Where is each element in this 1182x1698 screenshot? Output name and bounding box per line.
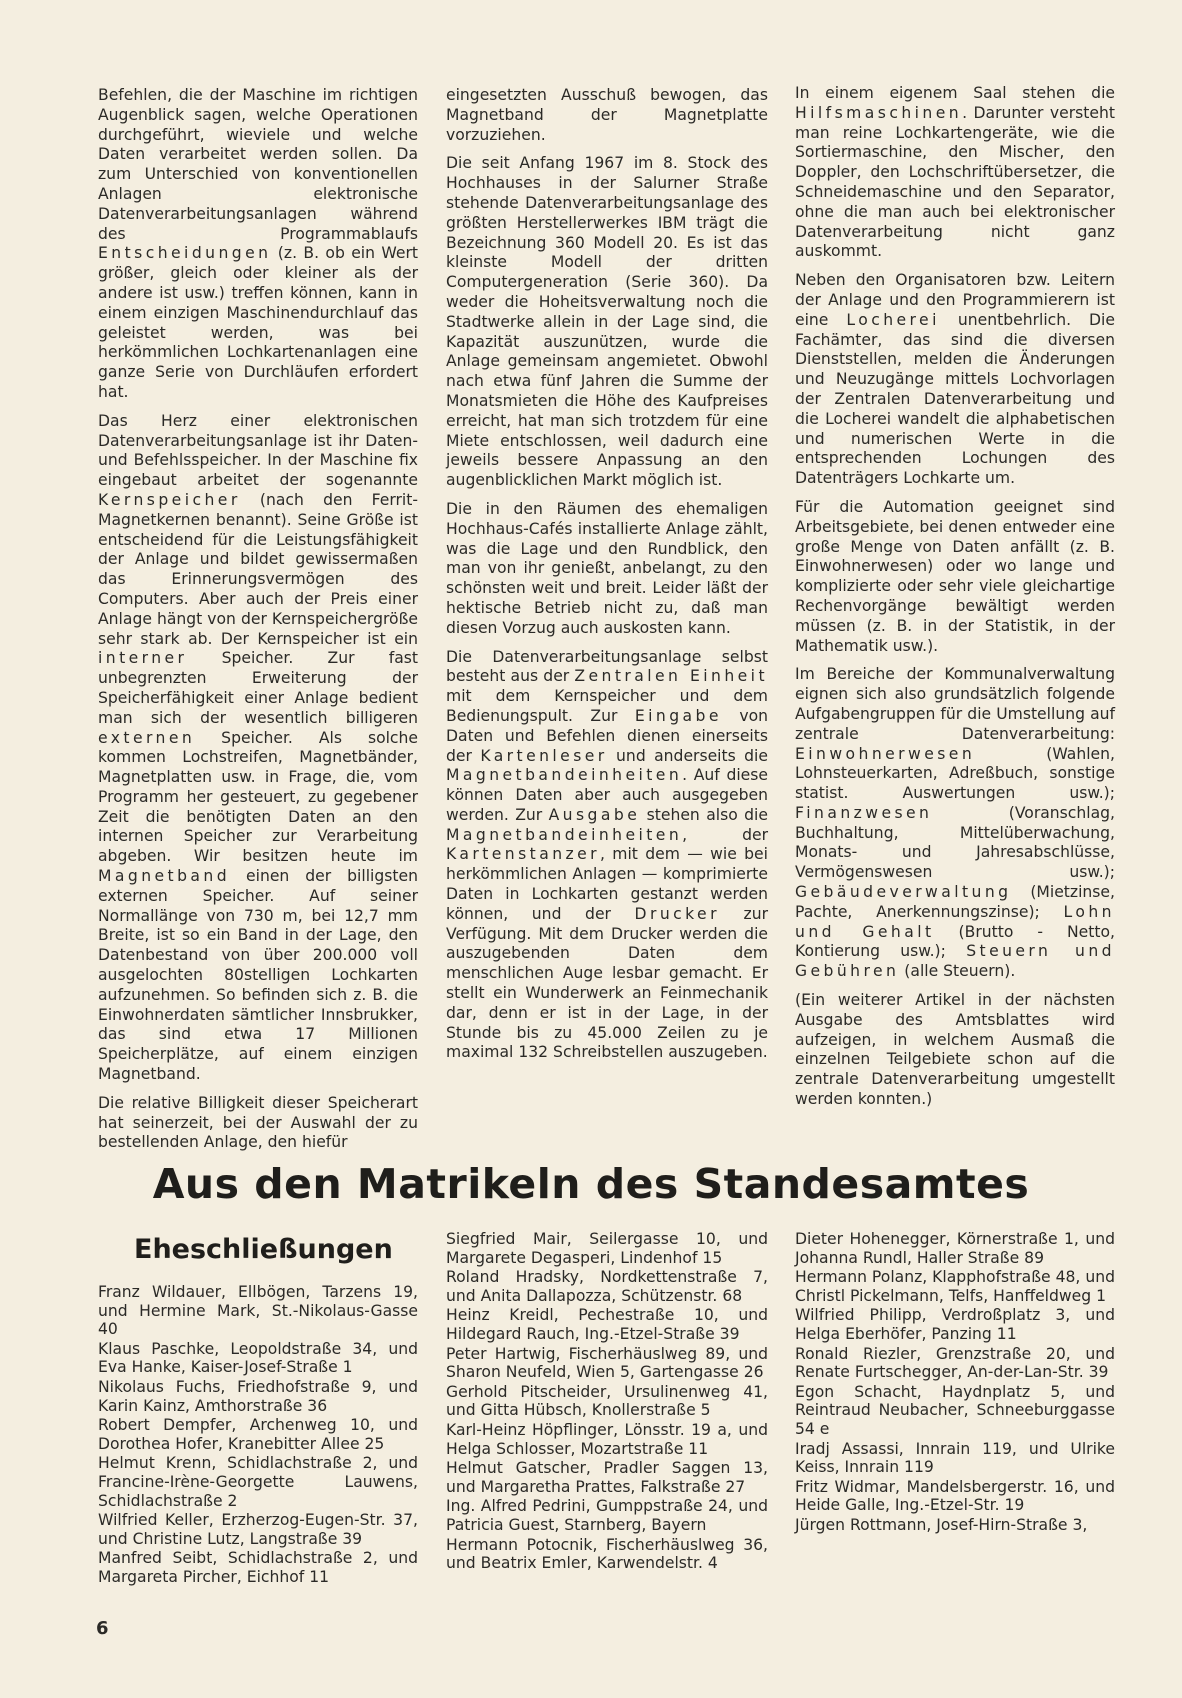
emphasized-term: Zentralen Einheit <box>574 667 768 686</box>
emphasized-term: Steuern und Gebühren <box>795 942 1115 981</box>
section-heading: Aus den Matrikeln des Standesamtes <box>152 1160 1030 1208</box>
emphasized-term: interner <box>98 649 188 668</box>
marriage-list-column-3 <box>795 1230 1115 1536</box>
paragraph-text: Die in den Räumen des ehemaligen Hochhaus-Cafés installierte Anlage zählt, was die Lage und den Rundblick, den man von ihr genießt, anbelangt, zu den schönsten weit und breit. Leider läßt der hektische Betrieb nicht zu, daß man diesen Vorzug auch auskosten kann. <box>446 499 768 637</box>
emphasized-term: Lohn und Gehalt <box>795 902 1115 941</box>
paragraph-text: (Brutto - Netto, Kontierung usw.); <box>795 922 1115 961</box>
emphasized-term: Entscheidungen <box>98 244 272 263</box>
emphasized-term: Kernspeicher <box>98 490 241 509</box>
paragraph-text: . Auf diese können Daten aber auch ausgegeben werden. Zur <box>446 766 768 824</box>
marriage-entry: Heinz Kreidl, Pechestraße 10, und Hildegard Rauch, Ing.-Etzel-Straße 39 <box>446 1306 768 1343</box>
emphasized-term: Magnetband <box>98 867 231 886</box>
article-column-2 <box>446 86 768 1072</box>
emphasized-term: Drucker <box>634 904 720 923</box>
paragraph-text: Neben den Organisatoren bzw. Leitern der Anlage und den Programmierern ist eine <box>795 271 1115 329</box>
paragraph-text: von Daten und Befehlen dienen einerseits der <box>446 706 768 765</box>
paragraph-text: (z. B. ob ein Wert größer, gleich oder kleiner als der andere ist usw.) treffen können, kann in einem einzigen Maschinendurchlauf das geleistet werden, was bei herkömmlichen Lochkartenanlagen eine ganze Serie von Durchläufen erfordert hat. <box>98 244 418 401</box>
marriage-entry: Roland Hradsky, Nordkettenstraße 7, und Anita Dallapozza, Schützenstr. 68 <box>446 1268 768 1305</box>
emphasized-term: Locherei <box>846 310 940 329</box>
paragraph-text: Die Datenverarbeitungsanlage selbst besteht aus der <box>446 647 768 686</box>
article-paragraph <box>446 86 768 145</box>
article-paragraph <box>795 991 1115 1110</box>
paragraph-text: Im Bereiche der Kommunalverwaltung eignen sich also grundsätzlich folgende Aufgabengruppen für die Umstellung auf zentrale Datenverarbeitung: <box>795 665 1115 743</box>
emphasized-term: Gebäudeverwaltung <box>795 883 1012 902</box>
emphasized-term: Magnetbandeinheiten <box>446 825 683 844</box>
paragraph-text: , der <box>682 825 768 844</box>
paragraph-text: Die seit Anfang 1967 im 8. Stock des Hochhauses in der Salurner Straße stehende Datenverarbeitungsanlage des größten Herstellerwerkes IBM trägt die Bezeichnung 360 Modell 20. Es ist das kleinste Modell der dritten Computergeneration (Serie 360). Da weder die Hoheitsverwaltung noch die Stadtwerke allein in der Lage sind, die Kapazität auszunützen, wurde die Anlage gemeinsam angemietet. Obwohl nach etwa fünf Jahren die Summe der Monatsmieten die Höhe des Kaufpreises erreicht, hat man sich trotzdem für eine Miete entschlossen, weil dadurch eine jeweils bessere Anpassung an den augenblicklichen Markt möglich ist. <box>446 154 768 490</box>
article-paragraph <box>795 84 1115 262</box>
emphasized-term: Einwohnerwesen <box>795 744 976 763</box>
marriage-entry: Iradj Assassi, Innrain 119, und Ulrike Keiss, Innrain 119 <box>795 1439 1115 1477</box>
article-paragraph <box>446 500 768 639</box>
marriage-entry: Fritz Widmar, Mandelsbergerstr. 16, und Heide Galle, Ing.-Etzel-Str. 19 <box>795 1477 1115 1515</box>
marriage-entry: Helmut Krenn, Schidlachstraße 2, und Francine-Irène-Georgette Lauwens, Schidlachstraße 2 <box>98 1454 418 1510</box>
paragraph-text: stehen also die <box>640 805 768 824</box>
paragraph-text: (Ein weiterer Artikel in der nächsten Ausgabe des Amtsblattes wird aufzeigen, in welchem Ausmaß die einzelnen Teilgebiete schon auf die zentrale Datenverarbeitung umgestellt werden konnten.) <box>795 991 1115 1109</box>
article-paragraph <box>446 154 768 491</box>
paragraph-text: Befehlen, die der Maschine im richtigen Augenblick sagen, welche Operationen durchgeführt, wieviele und welche Daten verarbeitet werden sollen. Da zum Unterschied von konventionellen Anlagen elektronische Datenverarbeitungsanlagen während des Programmablaufs <box>98 86 418 243</box>
marriage-entry: Hermann Polanz, Klapphofstraße 48, und Christl Pickelmann, Telfs, Hanffeldweg 1 <box>795 1268 1116 1305</box>
emphasized-term: Magnetbandeinheiten <box>446 766 683 785</box>
paragraph-text: (nach den Ferrit-Magnetkernen benannt). Seine Größe ist entscheidend für die Leistungsfähigkeit der Anlage und bildet gewissermaßen das Erinnerungsvermögen des Computers. Aber auch der Preis einer Anlage hängt von der Kernspeichergröße sehr stark ab. Der Kernspeicher ist ein <box>98 490 418 648</box>
emphasized-term: Kartenstanzer <box>446 845 600 864</box>
marriage-entry: Gerhold Pitscheider, Ursulinenweg 41, und Gitta Hübsch, Knollerstraße 5 <box>446 1382 768 1420</box>
marriage-entry: Peter Hartwig, Fischerhäuslweg 89, und Sharon Neufeld, Wien 5, Gartengasse 26 <box>446 1344 768 1382</box>
article-paragraph <box>98 86 418 403</box>
paragraph-text: (Wahlen, Lohnsteuerkarten, Adreßbuch, sonstige statist. Auswertungen usw.); <box>795 744 1115 803</box>
article-column-1 <box>98 86 418 1162</box>
paragraph-text: (Mietzinse, Pachte, Anerkennungszinse); <box>795 883 1115 921</box>
marriage-entry: Ing. Alfred Pedrini, Gumppstraße 24, und Patricia Guest, Starnberg, Bayern <box>446 1497 768 1534</box>
marriage-entry: Siegfried Mair, Seilergasse 10, und Margarete Degasperi, Lindenhof 15 <box>446 1230 768 1267</box>
paragraph-text: In einem eigenem Saal stehen die <box>795 84 1115 102</box>
paragraph-text: , mit dem — wie bei herkömmlichen Anlagen — komprimierte Daten in Lochkarten gestanzt werden können, und der <box>446 845 768 923</box>
marriage-entry: Jürgen Rottmann, Josef-Hirn-Straße 3, <box>795 1515 1088 1534</box>
marriage-entry: Franz Wildauer, Ellbögen, Tarzens 19, und Hermine Mark, St.-Nikolaus-Gasse 40 <box>98 1283 418 1339</box>
marriage-entry: Wilfried Keller, Erzherzog-Eugen-Str. 37, und Christine Lutz, Langstraße 39 <box>98 1511 418 1548</box>
marriage-entry: Manfred Seibt, Schidlachstraße 2, und Margareta Pircher, Eichhof 11 <box>98 1549 418 1586</box>
marriage-entry: Helmut Gatscher, Pradler Saggen 13, und Margaretha Prattes, Falkstraße 27 <box>446 1459 768 1496</box>
article-column-3 <box>795 84 1115 1119</box>
marriage-entry: Nikolaus Fuchs, Friedhofstraße 9, und Karin Kainz, Amthorstraße 36 <box>98 1377 418 1415</box>
paragraph-text: (Voranschlag, Buchhaltung, Mittelüberwachung, Monats- und Jahresabschlüsse, Vermögenswesen usw.); <box>795 803 1115 882</box>
emphasized-term: Hilfsmaschinen <box>795 103 963 122</box>
emphasized-term: Eingabe <box>634 706 722 725</box>
article-paragraph <box>98 1094 418 1153</box>
marriage-list-column-1 <box>98 1283 418 1588</box>
marriage-entry: Wilfried Philipp, Verdroßplatz 3, und Helga Eberhöfer, Panzing 11 <box>795 1306 1115 1343</box>
paragraph-text: Speicher. Als solche kommen Lochstreifen, Magnetbänder, Magnetplatten usw. in Frage, die, vom Programm her gesteuert, zu gegebener Zeit die benötigten Daten an den internen Speicher zur Verarbeitung abgeben. Wir besitzen heute im <box>98 728 418 866</box>
article-paragraph <box>795 271 1115 489</box>
marriage-entry: Ronald Riezler, Grenzstraße 20, und Renate Furtschegger, An-der-Lan-Str. 39 <box>795 1344 1115 1382</box>
article-paragraph <box>795 498 1115 656</box>
marriage-entry: Dieter Hohenegger, Körnerstraße 1, und Johanna Rundl, Haller Straße 89 <box>795 1230 1115 1267</box>
article-paragraph <box>446 648 768 1064</box>
section-subheading: Eheschließungen <box>134 1234 393 1265</box>
marriage-entry: Hermann Potocnik, Fischerhäuslweg 36, und Beatrix Emler, Karwendelstr. 4 <box>446 1535 768 1573</box>
marriage-entry: Egon Schacht, Haydnplatz 5, und Reintraud Neubacher, Schneeburggasse 54 e <box>795 1382 1115 1438</box>
emphasized-term: Ausgabe <box>548 805 641 824</box>
paragraph-text: Für die Automation geeignet sind Arbeitsgebiete, bei denen entweder eine große Menge von Daten anfällt (z. B. Einwohnerwesen) oder wo lange und komplizierte oder sehr viele gleichartige Rechenvorgänge bewältigt werden müssen (z. B. in der Statistik, in der Mathematik usw.). <box>795 497 1115 655</box>
paragraph-text: Das Herz einer elektronischen Datenverarbeitungsanlage ist ihr Daten- und Befehlsspeicher. In der Maschine fix eingebaut arbeitet der sogenannte <box>98 411 418 490</box>
marriage-list-column-2 <box>446 1230 768 1574</box>
paragraph-text: zur Verfügung. Mit dem Drucker werden die auszugebenden Daten dem menschlichen Auge lesbar gemacht. Er stellt ein Wunderwerk an Feinmechanik dar, denn er ist in der Lage, in der Stunde bis zu 45.000 Zeilen zu je maximal 132 Schreibstellen auszugeben. <box>446 904 769 1062</box>
article-paragraph <box>795 665 1115 982</box>
emphasized-term: externen <box>98 728 196 747</box>
emphasized-term: Kartenleser <box>480 746 608 765</box>
page-number: 6 <box>96 1618 109 1639</box>
paragraph-text: und anderseits die <box>607 746 768 765</box>
marriage-entry: Klaus Paschke, Leopoldstraße 34, und Eva Hanke, Kaiser-Josef-Straße 1 <box>98 1339 418 1377</box>
paragraph-text: mit dem Kernspeicher und dem Bedienungspult. Zur <box>446 687 768 725</box>
paragraph-text: (alle Steuern). <box>899 962 1016 981</box>
marriage-entry: Karl-Heinz Höpflinger, Lönsstr. 19 a, und Helga Schlosser, Mozartstraße 11 <box>446 1420 768 1458</box>
paragraph-text: eingesetzten Ausschuß bewogen, das Magnetband der Magnetplatte vorzuziehen. <box>446 86 768 144</box>
paragraph-text: unentbehrlich. Die Fachämter, das sind die diversen Dienststellen, melden die Änderungen und Neuzugänge mittels Lochvorlagen der Zentralen Datenverarbeitung und die Locherei wandelt die alphabetischen und numerischen Werte in die entsprechenden Lochungen des Datenträgers Lochkarte um. <box>795 310 1115 488</box>
marriage-entry: Robert Dempfer, Archenweg 10, und Dorothea Hofer, Kranebitter Allee 25 <box>98 1416 418 1453</box>
paragraph-text: Die relative Billigkeit dieser Speicherart hat seinerzeit, bei der Auswahl der zu bestellenden Anlage, den hiefür <box>98 1093 418 1152</box>
paragraph-text: Speicher. Zur fast unbegrenzten Erweiterung der Speicherfähigkeit einer Anlage bedient man sich der wesentlich billigeren <box>98 649 418 727</box>
paragraph-text: . Darunter versteht man reine Lochkartengeräte, wie die Sortiermaschine, den Mischer, den Doppler, den Lochschriftübersetzer, die Schneidemaschine und den Separator, ohne die man auch bei elektronischer Datenverarbeitung nicht ganz auskommt. <box>795 103 1115 261</box>
paragraph-text: einen der billigsten externen Speicher. Auf seiner Normallänge von 730 m, bei 12,7 mm Breite, ist so ein Band in der Lage, den Datenbestand von über 200.000 voll ausgelochten 80stelligen Lochkarten aufzunehmen. So befinden sich z. B. die Einwohnerdaten sämtlicher Innsbrukker, das sind etwa 17 Millionen Speicherplätze, auf einem einzigen Magnetband. <box>98 867 418 1084</box>
article-paragraph <box>98 412 418 1085</box>
emphasized-term: Finanzwesen <box>795 803 933 822</box>
